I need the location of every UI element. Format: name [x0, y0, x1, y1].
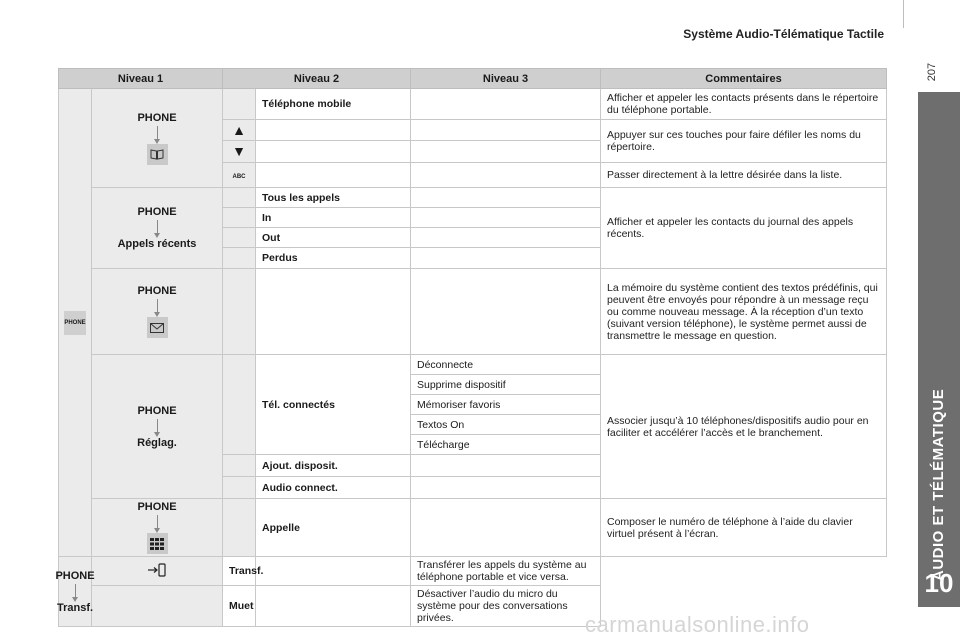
g4-icon-blank-3 [223, 477, 256, 499]
g1-blank-b [411, 120, 601, 141]
phone-menu-icon [64, 311, 85, 335]
g4-l3-blank-2 [411, 455, 601, 477]
g5-l3-blank [411, 499, 601, 557]
g2-item-1: Tous les appels [256, 188, 411, 208]
transfer-icon-cell [92, 557, 223, 586]
message-envelope-icon [147, 317, 168, 338]
down-arrow-icon [157, 299, 158, 313]
g2-icon-blank-3 [223, 228, 256, 248]
g1-blank-d [411, 141, 601, 163]
g6-l3-blank-2 [256, 586, 411, 627]
g5-level1 [92, 499, 223, 557]
col-header-niveau2: Niveau 2 [223, 69, 411, 89]
contacts-book-icon [147, 144, 168, 165]
g6-l3-blank-1 [256, 557, 411, 586]
g5-phone-label: PHONE [137, 501, 177, 513]
g2-l3-4 [411, 248, 601, 269]
g6-comment-2: Désactiver l’audio du micro du système pour des conversations privées. [411, 586, 601, 627]
g1-comment-1: Afficher et appeler les contacts présents dans le répertoire du téléphone portable. [601, 89, 887, 120]
g6-icon-blank [92, 586, 223, 627]
col-header-commentaires: Commentaires [601, 69, 887, 89]
g6-level1 [55, 557, 95, 627]
g5-icon-blank [223, 499, 256, 557]
g6-comment-1: Transférer les appels du système au téléphone portable et vice versa. [411, 557, 601, 586]
triangle-down-icon: ▼ [232, 143, 246, 159]
g1-level1 [92, 89, 223, 188]
top-rule [903, 0, 904, 28]
g2-icon-blank-2 [223, 208, 256, 228]
g4-comment: Associer jusqu’à 10 téléphones/dispositifs audio pour en faciliter et accélérer l’accès et le branchement. [601, 355, 887, 499]
g4-level1 [92, 355, 223, 499]
g1-phone-label: PHONE [137, 111, 177, 124]
scroll-down-cell [223, 141, 256, 163]
g6-item-2: Muet [223, 586, 256, 627]
g4-icon-blank [223, 355, 256, 455]
menu-table [55, 68, 887, 627]
g3-phone-label: PHONE [137, 285, 177, 297]
watermark: carmanualsonline.info [585, 612, 810, 637]
g2-sub-label: Appels récents [117, 238, 197, 250]
g2-l3-1 [411, 188, 601, 208]
g4-l3-3: Mémoriser favoris [411, 395, 601, 415]
chapter-number: 10 [924, 568, 954, 598]
down-arrow-icon [157, 419, 158, 433]
g2-l3-3 [411, 228, 601, 248]
g2-phone-label: PHONE [137, 206, 177, 218]
abc-cell [223, 163, 256, 188]
g1-blank-c [256, 141, 411, 163]
g3-comment: La mémoire du système contient des textos prédéfinis, qui peuvent être envoyés pour répondre à un message reçu ou comme nouveau message. À la réception d’un texto (suivant version téléphone), le système permet aussi de transmettre le message en question. [601, 269, 887, 355]
page-number: 207 [926, 62, 938, 82]
g4-item-2: Ajout. disposit. [256, 455, 411, 477]
g2-item-2: In [256, 208, 411, 228]
g6-phone-label: PHONE [55, 569, 95, 582]
g4-l3-1: Déconnecte [411, 355, 601, 375]
g3-icon-blank [223, 269, 256, 355]
g6-sub-label: Transf. [56, 601, 94, 614]
g2-icon-blank-4 [223, 248, 256, 269]
g4-item-3: Audio connect. [256, 477, 411, 499]
g1-level3-blank [411, 89, 601, 120]
chapter-side-tab [918, 92, 960, 607]
g4-phone-label: PHONE [137, 404, 177, 417]
g3-level1 [92, 269, 223, 355]
down-arrow-icon [157, 126, 158, 140]
transfer-to-phone-icon [147, 563, 167, 577]
chapter-label: AUDIO ET TÉLÉMATIQUE [930, 388, 947, 581]
g1-blank-a [256, 120, 411, 141]
triangle-up-icon: ▲ [232, 121, 246, 138]
down-arrow-icon [157, 515, 158, 529]
g1-blank-f [411, 163, 601, 188]
g4-sub-label: Réglag. [137, 436, 177, 449]
g4-l3-4: Textos On [411, 415, 601, 435]
g3-l3-blank [411, 269, 601, 355]
scroll-up-cell [223, 120, 256, 141]
phone-menu-icon-label: PHONE [64, 319, 86, 326]
g5-comment: Composer le numéro de téléphone à l’aide du clavier virtuel présent à l’écran. [601, 499, 887, 557]
g2-l3-2 [411, 208, 601, 228]
g1-blank-e [256, 163, 411, 188]
down-arrow-icon [75, 584, 76, 598]
g1-comment-3: Passer directement à la lettre désirée dans la liste. [601, 163, 887, 188]
page-header-title: Système Audio-Télématique Tactile [683, 27, 884, 41]
abc-jump-icon: ABC [232, 174, 246, 180]
g5-item: Appelle [256, 499, 411, 557]
g1-item: Téléphone mobile [256, 89, 411, 120]
g4-l3-5: Télécharge [411, 435, 601, 455]
col-header-niveau1: Niveau 1 [59, 69, 223, 89]
g1-icon-blank [223, 89, 256, 120]
g2-item-4: Perdus [256, 248, 411, 269]
g4-l3-blank-3 [411, 477, 601, 499]
g3-l2-blank [256, 269, 411, 355]
g2-item-3: Out [256, 228, 411, 248]
g2-level1 [92, 188, 223, 269]
level1-phone-cell [59, 89, 92, 557]
g2-comment: Afficher et appeler les contacts du journal des appels récents. [601, 188, 887, 269]
keypad-icon [147, 533, 168, 554]
down-arrow-icon [157, 220, 158, 234]
g4-icon-blank-2 [223, 455, 256, 477]
g6-item-1: Transf. [223, 557, 256, 586]
g2-icon-blank [223, 188, 256, 208]
col-header-niveau3: Niveau 3 [411, 69, 601, 89]
g1-comment-2: Appuyer sur ces touches pour faire défiler les noms du répertoire. [601, 120, 887, 163]
g4-l3-2: Supprime dispositif [411, 375, 601, 395]
g4-item: Tél. connectés [256, 355, 411, 455]
table-header-row [59, 69, 887, 89]
